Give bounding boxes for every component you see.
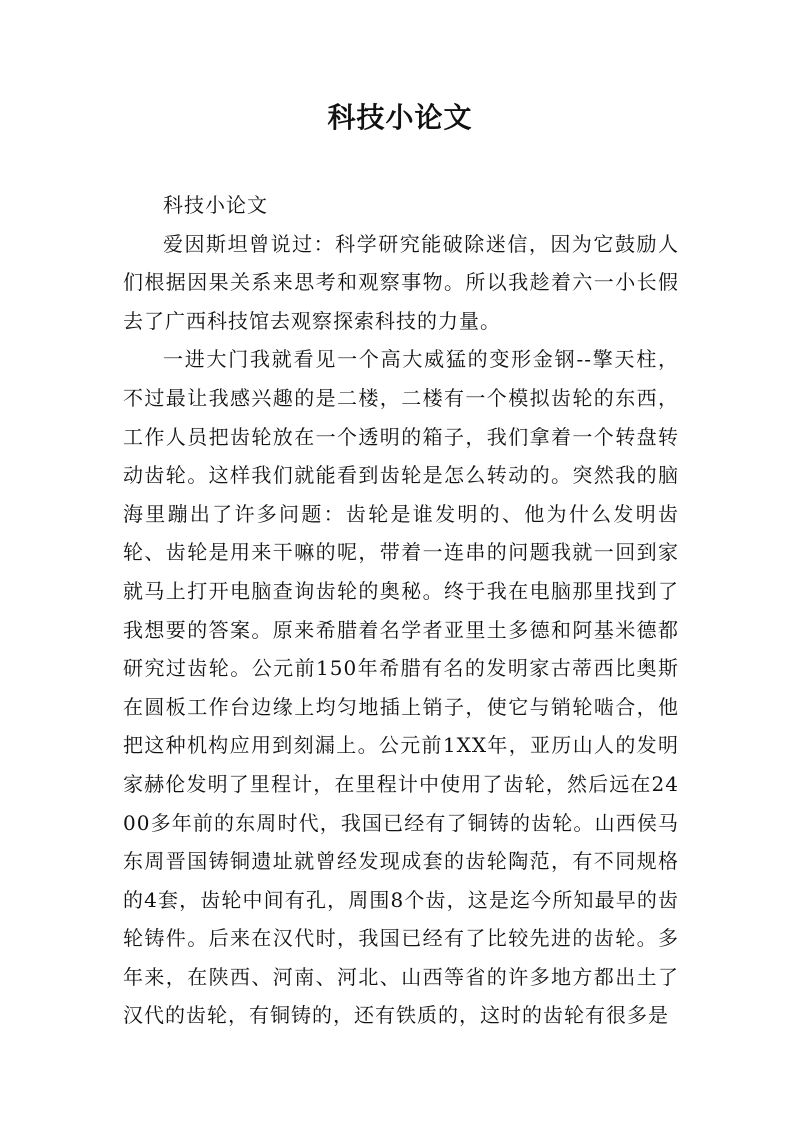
document-title: 科技小论文 (327, 101, 473, 134)
paragraph-intro: 爱因斯坦曾说过：科学研究能破除迷信，因为它鼓励人们根据因果关系来思考和观察事物。所以我趁着六一小长假去了广西科技馆去观察探索科技的力量。 (123, 231, 679, 333)
paragraph-subtitle: 科技小论文 (163, 193, 268, 217)
paragraph-gears: 一进大门我就看见一个高大威猛的变形金钢--擎天柱，不过最让我感兴趣的是二楼，二楼有一个模拟齿轮的东西，工作人员把齿轮放在一个透明的箱子，我们拿着一个转盘转动齿轮。这样我们就能看到齿轮是怎么转动的。突然我的脑海里蹦出了许多问题：齿轮是谁发明的、他为什么发明齿轮、齿轮是用来干嘛的呢，带着一连串的问题我就一回到家就马上打开电脑查询齿轮的奥秘。终于我在电脑那里找到了我想要的答案。原来希腊着名学者亚里土多德和阿基米德都研究过齿轮。公元前150年希腊有名的发明家古蒂西比奥斯在圆板工作台边缘上均匀地插上销子，使它与销轮啮合，他把这种机构应用到刻漏上。公元前1XX年，亚历山人的发明家赫伦发明了里程计，在里程计中使用了齿轮，然后远在2400多年前的东周时代，我国已经有了铜铸的齿轮。山西侯马东周晋国铸铜遗址就曾经发现成套的齿轮陶范，有不同规格的4套，齿轮中间有孔，周围8个齿，这是迄今所知最早的齿轮铸件。后来在汉代时，我国已经有了比较先进的齿轮。多年来，在陕西、河南、河北、山西等省的许多地方都出土了汉代的齿轮，有铜铸的，还有铁质的，这时的齿轮有很多是 (123, 347, 679, 1028)
document-body (123, 186, 679, 1035)
